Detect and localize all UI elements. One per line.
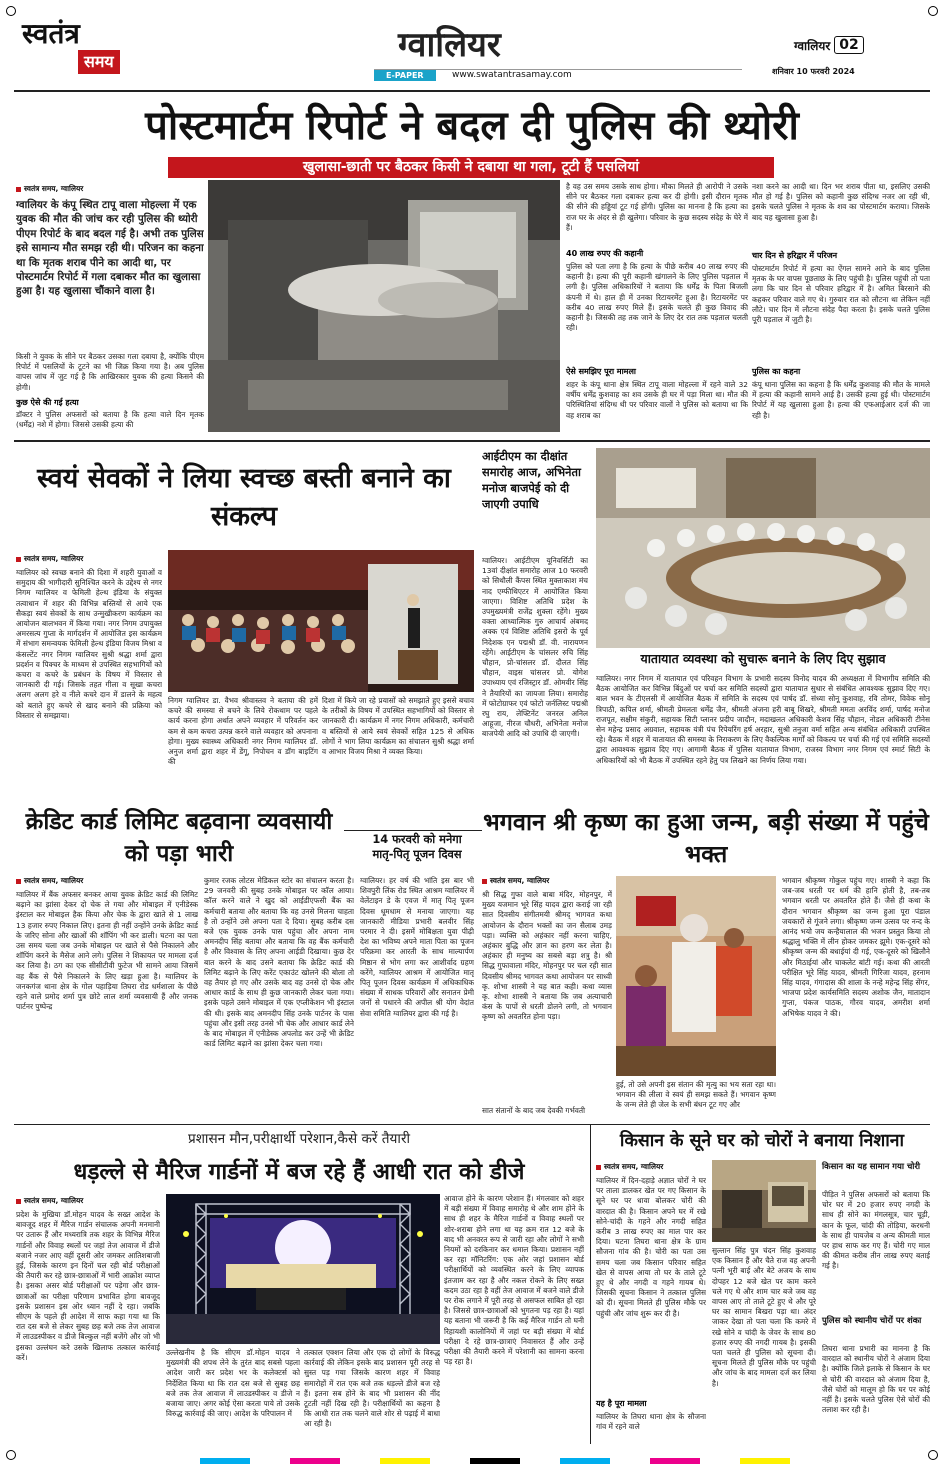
lead-byline: स्वतंत्र समय, ग्वालियर	[16, 184, 83, 194]
credit-text2: कुमार रजक लोटस मेडिकल स्टोर का संचालन करता है। 29 जनवरी की सुबह उनके मोबाइल पर कॉल आया। कॉल करने वाले ने खुद को आईडीएफसी बैंक का कर्मचारी बताया और बताया कि वह उनसे मिलना चाहता है तो उन्होंने उसे अपना पता दे दिया। सुबह करीब दस बजे एक युवक उनके पास पहुंचा और अपना नाम अमनदीप सिंह बताया और बताया कि वह बैंक कर्मचारी है और विश्वास के लिए अपना आईडी दिखाया। कुछ देर बात करने के बाद उसने बताया कि क्रेडिट कार्ड की लिमिट बढ़ाने के लिए करेंट एकाउंट खोलने की बोला तो वह तैयार हो गए और उसके बाद वह उनसे दो चेक और आधार कार्ड के साथ ही कुछ जानकारी लेकर चला गया। इसके पहले उसने मोबाइल में एक एप्लीकेशन भी इंस्टाल की थी। इसके बाद अमनदीप सिंह उनके पार्टनर के पास पहुंचा और इसी तरह उनसे भी चेक और आधार कार्ड लेने के बाद मोबाइल में एनीडेस्क अपलोड कर उन्हें भी क्रेडिट कार्ड लिमिट बढ़ाने का झांसा देकर चला गया।	[204, 876, 354, 1049]
kisan-box-text2: तिघरा थाना प्रभारी का मानना है कि वारदात को स्थानीय चोरों ने अंजाम दिया है। क्योंकि जिले इलाके से किसान के घर से चोरी की वारदात को अंजाम दिया है, जैसे चोरों को मालूम हो कि घर पर कोई नहीं है। इसके चलते पुलिस ऐसे चोरों की तलाश कर रही है।	[822, 1344, 930, 1415]
dj-headline: धड़ल्ले से मैरिज गार्डनों में बज रहे हैं आधी रात को डीजे	[73, 1159, 525, 1185]
credit-text1: ग्वालियर में बैंक अफसर बनकर आया युवक क्रेडिट कार्ड की लिमिट बढ़ाने का झांसा देकर दो चेक ले गया और मोबाइल में एनीडेस्क इंस्टाल कर मोबाइल हैक किया और चेक के द्वारा खाते से 1 लाख 13 हजार रुपए निकाल लिए। इतना ही नहीं उन्होंने उनके क्रेडिट कार्ड के जरिए सोना और खाओं की शॉपिंग भी कर डाली। घटना का पता उस समय चला जब उनके मोबाइल पर खाते से पैसे निकालने और शॉपिंग करने के मैसेज आने लगे। पुलिस ने शिकायत पर मामला दर्ज कर लिया है। ठग का एक सीसीटीवी फुटेज भी सामने आया जिसमें वह बैंक से पैसे निकालने के लिए खड़ा हुआ है। ग्वालियर के जनकगंज थाना क्षेत्र के गोल पहाड़िया तिघरा रोड धर्मशाला के पीछे रहने वाले प्रमोद शर्मा पुत्र छोटे लाल शर्मा व्यवसायी हैं और जनक पार्टनर पुष्पेन्द्र	[16, 890, 198, 1012]
lead-col2-text2: पुलिस को पता लगा है कि हत्या के पीछे करीब 40 लाख रुपए की कहानी है। हत्या की पूरी कहानी खंगालने के लिए पुलिस पड़ताल में लगी है। पुलिस अधिकारियों ने बताया कि धर्मेंद्र के पिता बिजली कंपनी में थे। हाल ही में उनका रिटायरमेंट हुआ है। रिटायरमेंट पर करीब 40 लाख रुपए मिले हैं। इसके चलते ही कुछ विवाद की कहानी है। जिसकी तह तक जाने के लिए देर रात तक पड़ताल चलती रही।	[566, 262, 748, 333]
page-city: ग्वालियर	[794, 38, 831, 53]
kisan-byline: स्वतंत्र समय, ग्वालियर	[596, 1162, 663, 1172]
dj-text2: उल्लेखनीय है कि सीएम डॉ.मोहन यादव ने मुख्यमंत्री की शपथ लेने के तुरंत बाद सबसे पहला आदेश जारी कर प्रदेश भर के कलेक्टर्स को निर्देशित किया था कि रात दस बजे से सुबह छह बजे तक तेज आवाज में लाउडस्पीकर व डीजे न बजाया जाए। अगर कोई ऐसा करता पाये तो उसके विरुद्ध कार्रवाई की जाए। आदेश के परिपालन में	[166, 1348, 300, 1419]
kisan-box-sub: पुलिस को स्थानीय चोरों पर शंका	[822, 1315, 922, 1325]
section-divider	[14, 440, 930, 442]
traffic-photo	[596, 448, 930, 648]
kisan-text2: सुल्तान सिंह पुत्र चंदन सिंह कुशवाह एक किसान हैं और चैते राज वह अपनी पत्नी भूरी बाई और बेटे अजय के साथ दोपहर 12 बजे खेत पर काम करने चले गए थे और शाम चार बजे जब वह वापस आए तो ताले टूटे हुए थे और पूरे घर का सामान बिखरा पड़ा था। अंदर जाकर देखा तो पता चला कि कमरे में रखे सोने व चांदी के जेवर के साथ 80 हजार रुपए की नगदी गायब है। इसकी पता चलते ही पुलिस को सूचना दी। सूचना मिलते ही पुलिस मौके पर पहुंची और जांच के बाद मामला दर्ज कर लिया है।	[712, 1246, 816, 1388]
logo-bottom-text: समय	[78, 50, 120, 74]
iitm-headline: आईटीएम का दीक्षांत समारोह आज, अभिनेता मनोज बाजपेई को दी जाएगी उपाधि	[482, 449, 581, 511]
krishna-text1: श्री सिद्ध गुफा वाले बाबा मंदिर, मोहनपुर, में मुख्य यजमान भूरे सिंह यादव द्वारा कराई जा रही सात दिवसीय संगीतमयी श्रीमद् भागवत कथा आयोजन के दौरान भक्तों का जन सैलाब उमड़ पड़ा। व्यक्ति को अहंकार नहीं करना चाहिए, अहंकार बुद्धि और ज्ञान का हरण कर लेता है। अहंकार ही मनुष्य का सबसे बड़ा शत्रु है। श्री सिद्ध गुफावाला मंदिर, मोहनपुर पर चल रही सात दिवसीय श्रीमद भागवत कथा आयोजन पर साध्वी कृ. शोभा शास्त्री ने यह बात कही। कथा व्यास कृ. शोभा शास्त्री ने बताया कि जब अत्याचारी कंस के पापों से धरती डोलने लगी, तो भगवान कृष्ण को अवतरित होना पड़ा।	[482, 890, 612, 1022]
krishna-photo	[616, 876, 776, 1076]
lead-col2-text3: शहर के कंपू थाना क्षेत्र स्थित टापू वाला मोहल्ला में रहने वाले 32 वर्षीय धर्मेंद्र कुशवाह का शव उसके ही घर में पड़ा मिला था। मौत की परिस्थितियां संदिग्ध थी पर परिवार वालों ने पुलिस को बताया था कि वह शराब का	[566, 380, 748, 420]
lead-col3-text2: पोस्टमार्टम रिपोर्ट में हत्या का ऐंगल सामने आने के बाद पुलिस मृतक के घर वापस पूछताछ के लिए पहुंची है। पुलिस पहुंची तो पता लगा कि चार दिन से परिवार हरिद्वार में है। अमित बिरसाने की कहकर परिवार वाले गए थे। गुरुवार रात को लौटना था लेकिन नहीं लौटे। चार दिन में लौटना संदेह पैदा करता है। इसके चलते पुलिस पूरी पड़ताल में जुटी है।	[752, 264, 930, 325]
lead-col1-text: किसी ने युवक के सीने पर बैठकर उसका गला दबाया है, क्योंकि पीएम रिपोर्ट में पसलियों के टूटने का भी जिक्र किया गया है। अब पुलिस वापस जांच में जुट गई है कि आखिरकार युवक की हत्या किसने की होगी।	[16, 352, 204, 392]
dj-byline: स्वतंत्र समय, ग्वालियर	[16, 1196, 83, 1206]
kisan-box-title: किसान का यह सामान गया चोरी	[822, 1161, 921, 1171]
masthead-divider	[14, 90, 930, 92]
dj-text3: तत्काल एक्शन लिया और एक दो लोगों के विरुद्ध कार्रवाई की लेकिन इसके बाद प्रशासन पूरी तरह से सुस्त पड़ गया जिसके कारण शहर में विवाह समारोहों में रात एक बजे तक धड़ल्ले डीजे बज रहे हैं। इतना सब होने के बाद भी प्रशासन की नींद टूटती नहीं दिख रही है। परीक्षार्थियों का कहना है कि आधी रात तक चलने वाले शोर से पढ़ाई में बाधा आ रही है।	[304, 1348, 440, 1429]
lead-sub4: चार दिन से हरिद्वार में परिजन	[752, 251, 838, 260]
lead-col2-text: है वह उस समय उसके साथ होगा। मौका मिलते ही आरोपी ने उसके सीने पर बैठकर गला दबाकर हत्या कर दी होगी। इसी दौरान मृतक की सीने की हड्डियां टूट गई होंगी। पुलिस का मानना है कि हत्या का राज घर के अंदर से ही खुलेगा। परिवार के कुछ सदस्य संदेह के घेरे में हैं।	[566, 182, 748, 232]
section-divider	[14, 1124, 930, 1125]
kisan-headline: किसान के सूने घर को चोरों ने बनाया निशाना	[619, 1131, 905, 1151]
swachh-text1: ग्वालियर को स्वच्छ बनाने की दिशा में शहरी युवाओं व समुदाय की भागीदारी सुनिश्चित करने के उद्देश्य से नगर निगम ग्वालियर व फेमिली हेल्थ इंडिया के संयुक्त तत्वाधान में शहर की विभिन्न बस्तियों से आये एक सैकड़ा स्वयं सेवकों के साथ उन्मुखीकरण कार्यक्रम का आयोजन बालभवन में किया गया। नगर निगम उपायुक्त अमरसत्य गुप्ता के मार्गदर्शन में आयोजित इस कार्यक्रम में संभाग समन्वयक फेमिली हेल्थ इंडिया विजय मिश्रा व कंसल्टेंट नगर निगम ग्वालियर सुश्री श्रद्धा शर्मा द्वारा प्रदर्शन व पिक्चर के माध्यम से उपस्थित सहभागियों को कचरा व कचरे के प्रबंधन के विषय में विस्तार से जानकारी दी गई। जिसके तहत गीला व सूखा कचरा अलग अलग हरे व नीले कचरे दान में डालने के महत्व को बताते हुए कचरे से खाद बनाने की प्रक्रिया को विस्तार से समझाया।	[16, 568, 162, 720]
krishna-byline: स्वतंत्र समय, ग्वालियर	[482, 876, 549, 886]
swachh-byline: स्वतंत्र समय, ग्वालियर	[16, 554, 83, 564]
masthead-logo	[22, 18, 172, 88]
krishna-text1b: सात संतानों के बाद जब देवकी गर्भवती	[482, 1106, 586, 1115]
matru-text: ग्वालियर। हर वर्ष की भांति इस बार भी शिवपुरी लिंक रोड स्थित आश्रम ग्वालियर में वेलेंटाइन डे के एवज में मातृ पितृ पूजन दिवस धूमधाम से मनाया जाएगा। यह जानकारी मीडिया प्रभारी बलवीर सिंह परमार ने दी। इसमें मोबिक्षता युवा पीढ़ी देश का भविष्य अपने माता पिता का पूजन परिक्रमा कर आरती के साथ माल्यार्पण मिष्ठान से भोग लगा कर आशीर्वाद ग्रहण करेंगे, ग्वालियर आश्रम में आयोजित मातृ पितृ पूजन दिवस कार्यक्रम में अधिकाधिक संख्या में साधक परिवारों और सनातन प्रेमी जनों से पधारने की अपील श्री योग वेदांत सेवा समिति ग्वालियर द्वारा की गई है।	[360, 876, 474, 1018]
lead-sub3: ऐसे समझिए पूरा मामला	[566, 367, 636, 376]
credit-headline: क्रेडिट कार्ड लिमिट बढ़वाना व्यवसायी को पड़ा भारी	[14, 806, 344, 870]
column-divider	[590, 1124, 591, 1444]
lead-col3-text3: कंपू थाना पुलिस का कहना है कि धर्मेंद्र कुशवाह की मौत के मामले में हत्या की कहानी सामने आई है। उसकी हत्या हुई थी। पोस्टमार्टम रिपोर्ट में यह खुलासा हुआ है। हत्या की एफआईआर दर्ज की जा रही है।	[752, 380, 930, 420]
swachh-text3: दिशा में किये जा रहे प्रयासों को समझाते हुए इससे बचाव के तरीकों के विषय में उपस्थित सहभागियों को विस्तार से जानकारी दी। कार्यक्रम में नगर निगम अधिकारी, कर्मचारी व बस्तियों से आये स्वयं सेवकों सहित 125 से अधिक लोगों ने भाग लिया कार्यक्रम का संचालन सुश्री श्रद्धा शर्मा व आभार विजय मिश्रा ने व्यक्त किया।	[322, 696, 474, 757]
lead-headline: पोस्टमार्टम रिपोर्ट ने बदल दी पुलिस की थ्योरी	[145, 103, 799, 149]
lead-sub2: 40 लाख रुपए की कहानी	[566, 249, 644, 258]
kisan-text1b: ग्वालियर के तिघरा थाना क्षेत्र के सौजना गांव में रहने वाले	[596, 1412, 706, 1432]
registration-mark	[6, 6, 16, 16]
kisan-box-text: पीड़ित ने पुलिस अफसरों को बताया कि चोर घर में 20 हजार रुपए नगदी के साथ ही सोने का मंगलसूत्र, चार चूड़ी, कान के फूल, चांदी की तोड़िया, करधनी के साथ ही पायजेब व अन्य कीमती माल पर हाथ साफ कर गए हैं। चोरी गए माल की कीमत करीब तीन लाख रुपए बताई गई है।	[822, 1190, 930, 1271]
dj-photo	[166, 1194, 440, 1344]
registration-mark	[6, 1450, 16, 1460]
swachh-photo	[168, 550, 474, 692]
kisan-photo	[712, 1160, 816, 1242]
credit-byline: स्वतंत्र समय, ग्वालियर	[16, 876, 83, 886]
lead-intro: ग्वालियर के कंपू स्थित टापू वाला मोहल्ला में एक युवक की मौत की जांच कर रही पुलिस की थ्योरी पीएम रिपोर्ट के बाद बदल गई है। अभी तक पुलिस इसे सामान्य मौत समझ रही थी। परिजन का कहना था कि मृतक शराब पीने का आदी था, पर पोस्टमार्टम रिपोर्ट में गला दबाकर मौत का खुलासा हुआ है। यह खुलासा चौंकाने वाला है।	[16, 199, 204, 298]
lead-sub1: कुछ ऐसे की गई हत्या	[16, 398, 79, 407]
lead-sub5: पुलिस का कहना	[752, 367, 801, 376]
dj-text4: आवाज होने के कारण परेशान हैं। मंगलवार को शहर में बड़ी संख्या में विवाह समारोह थे और शाम होने के साथ ही शहर के मैरिज गार्डनों व विवाह स्थलों पर शोर-शराबा होने लगा था यह क्रम रात 12 बजे के बाद भी अनवरत रूप से जारी रहा और लोगों ने सभी नियमों को दरकिनार कर धमाल किया। प्रशासन नहीं कर रहा मॉनिटरिंग: एक ओर जहां प्रशासन बोर्ड परीक्षार्थियों को व्यवस्थित करने के लिए व्यापक इंतजाम कर रहा है और नकल रोकने के लिए सख्त कदम उठा रहा है वहीं तेज आवाज में बजने वाले डीजे पर रोक लगाने में पूरी तरह से असफल साबित हो रहा है। जिससे छात्र-छात्राओं को भुगतना पड़ रहा है। यहां यह बताना भी जरूरी है कि कई मैरिज गार्डन तो घनी रिहायशी कालोनियों में जहां पर बड़ी संख्या में बोर्ड परीक्षा दे रहे छात्र-छात्राएं निवासरत हैं और उन्हें परीक्षा की तैयारी करने में परेशानी का सामना करना पड़ रहा है।	[444, 1194, 584, 1367]
iitm-text: ग्वालियर। आईटीएम यूनिवर्सिटी का 13वां दीक्षांत समारोह आज 10 फरवरी को सिथौली कैंपस स्थित मुक्ताकाश मंच नाद एम्फीथिएटर में आयोजित किया जाएगा। विशिष्ट अतिथि प्रदेश के उपमुख्यमंत्री राजेंद्र शुक्ला रहेंगे। मुख्य वक्ता आध्यात्मिक गुरु आचार्य अंबमद अक्क एवं विशिष्ट अतिथि इसरो के पूर्व निदेशक एन पद्मश्री डॉ. वी. नारायणन रहेंगे। आईटीएम के चांसलर रुचि सिंह चौहान, प्रो-चांसलर डॉ. दौलत सिंह चौहान, वाइस चांसलर प्रो. योगेश उपाध्याय एवं रजिस्ट्रार डॉ. ओमवीर सिंह ने तैयारियों का जायजा लिया। समारोह में फोटोग्राफर एवं फोटो जर्नलिस्ट पद्मश्री रघु राय, लेफ्टिनेंट जनरल अनिल आहूजा, नीरज चौधरी, अभिनेता मनोज बाजपेयी आदि को उपाधि दी जाएगी।	[482, 556, 588, 739]
website-link[interactable]: www.swatantrasamay.com	[452, 70, 572, 80]
registration-mark	[928, 6, 938, 16]
krishna-text3: भगवान श्रीकृष्ण गोकुल पहुंच गए। शास्त्री ने कहा कि जब-जब धरती पर धर्म की हानि होती है, तब-तब भगवान धरती पर अवतरित होते हैं। जैसे ही कथा के दौरान भगवान श्रीकृष्ण का जन्म हुआ पूरा पंडाल जयकारों से गूंजने लगा। श्रीकृष्ण जन्म उत्सव पर नन्द के आनंद भयो जय कन्हैयालाल की भजन प्रस्तुत किया तो श्रद्धालु भक्ति में लीन होकर जमकर झूमे। एक-दूसरे को श्रीकृष्ण जन्म की बधाईयां दी गई, एक-दूसरे को खिलौने और मिठाईयां और चाकलेट बांटी गई। कथा की आरती परीक्षित भूरे सिंह यादव, श्रीमती गिरिजा यादव, हरनाम सिंह यादव, गंगादास की शाला के नन्हे महेन्द्र सिंह सेंगर, भाजपा प्रदेश कार्यसमिति सदस्य अशोक जैन, मातादान गुप्ता, पंकज पाठक, गौरव यादव, अमरीश शर्मा अभिषेक यादव ने की।	[782, 876, 930, 1018]
lead-col3-text: नशा करने का आदी था। दिन भर शराब पीता था, इसलिए उसकी मौत हो गई है। पुलिस को कहानी कुछ संदिग्ध नजर आ रही थी, इसके चलते पुलिस ने मृतक के शव का पोस्टमार्टम कराया। जिसके बाद यह खुलासा हुआ है।	[752, 182, 930, 222]
lead-photo	[208, 180, 560, 432]
dj-text1: प्रदेश के मुखिया डॉ.मोहन यादव के सख्त आदेश के बावजूद शहर में मैरिज गार्डन संचालक अपनी मनमानी पर उतारू हैं और मध्यरात्रि तक शहर के विभिन्न मैरिज गार्डनों और विवाह स्थलों पर जहां तेज आवाज में डीजे बजाने नजर आए वहीं दूसरी ओर जमकर आतिशबाजी हुई, जिसके कारण इन दिनों चल रही बोर्ड परीक्षाओं की तैयारी कर रहे छात्र-छात्राओं में भारी आक्रोश व्याप्त है। इसका असर बोर्ड परीक्षाओं पर पड़ेगा और छात्र-छात्राओं का परीक्षा परिणाम प्रभावित होगा बावजूद इसके प्रशासन इस ओर ध्यान नहीं दे रहा। जबकि सीएम के पहले ही आदेश में साफ कहा गया था कि रात दस बजे से लेकर सुबह छह बजे तक तेज आवाज में लाउडस्पीकर व डीजे बिल्कुल नहीं बजेंगे और जो भी इसका उल्लंघन करे उसके खिलाफ तत्काल कार्रवाई करें।	[16, 1210, 160, 1362]
masthead-city: ग्वालियर	[398, 25, 501, 65]
matru-headline: 14 फरवरी को मनेगा मातृ-पितृ पूजन दिवस	[360, 832, 474, 876]
color-bar-strip	[200, 1458, 790, 1464]
page-number-block	[794, 36, 864, 54]
kisan-text1: ग्वालियर में दिन-दहाड़े अज्ञात चोरों ने घर पर ताला डालकर खेत पर गए किसान के सूने घर पर धावा बोलकर चोरी की वारदात की है। किसान अपने घर में रखे सोने-चांदी के गहने और नगदी सहित करीब 3 लाख रुपए का माल पार कर दिया। घटना तिघरा थाना क्षेत्र के ग्राम सौजना गांव की है। चोरी का पता उस समय चला जब किसान परिवार सहित खेत से वापस आया तो घर के ताले टूटे हुए थे और नगदी व गहने गायब थे। जिसकी सूचना किसान ने तत्काल पुलिस को दी। सूचना मिलते ही पुलिस मौके पर पहुंची और जांच शुरू कर दी है।	[596, 1176, 706, 1318]
kisan-sub1: यह है पूरा मामला	[596, 1399, 647, 1408]
issue-date: शनिवार 10 फरवरी 2024	[772, 67, 855, 76]
page-number: 02	[834, 36, 863, 54]
traffic-text: ग्वालियर। नगर निगम में यातायात एवं परिवहन विभाग के प्रभारी सदस्य विनोद यादव की अध्यक्षता में विभागीय समिति की बैठक आयोजित कर विभिन्न बिंदुओं पर चर्चा कर समिति सदस्यों द्वारा यातायात सुधार से संबंधित आवश्यक सुझाव दिए गए। बाल भवन के टीएलसी में आयोजित बैठक में समिति के सदस्य एवं पार्षद डॉ. संध्या सोनू कुशवाह, रवि तोमर, विवेक सोनू त्रिपाठी, कपिल शर्मा, श्रीमती प्रेमलता धर्मेंद्र जैन, श्रीमती अंजना हरी बाबू शिखरे, श्रीमती ममता अरविंद शर्मा, पार्षद मनोज राजपूत, सक्षीम संकुरी, सहायक सिटी प्लानर प्रदीप जादौन, मदाखलत अधिकारी केशव सिंह चौहान, नोडल अधिकारी टीनेस सेन महेन्द्र प्रसाद अग्रवाल, सहायक यंत्री पंच रिपेयरिंग हर्ष अरहार, सुश्री तनुजा वर्मा सहित अन्य संबंधित अधिकारी उपस्थित रहे। बैठक में शहर में यातायात की समस्या के निराकरण के लिए वैकल्पिक मार्गों को विकल्प पर चर्चा की गई एवं समिति सदस्यों द्वारा आवश्यक सुझाव दिए गए। आगामी बैठक में पुलिस यातायात विभाग, राजस्व विभाग नगर निगम एवं स्मार्ट सिटी के अधिकारियों को भी बैठक में उपस्थित रहने हेतु पत्र लिखने का निर्णय लिया गया।	[596, 674, 930, 765]
traffic-caption: यातायात व्यवस्था को सुचारू बनाने के लिए दिए सुझाव	[640, 651, 886, 666]
swachh-text2: निगम ग्वालियर डा. वैभव श्रीवास्तव ने बताया की हमें कचरे की समस्या से बचने के लिये रोकथाम पर पहले कार्य करना होगा अर्थात अपने व्यवहार में परिवर्तन कर कम से कम कचरा उत्पन्न करने वाले व्यवहार को अपनाना होगा। मुख्य स्वास्थ्य अधिकारी नगर निगम ग्वालियर डॉ. अनुज शर्मा द्वारा शहर में डेंगू, निपोचन व डॉग बाइटिंग की	[168, 696, 318, 767]
krishna-headline: भगवान श्री कृष्ण का हुआ जन्म, बड़ी संख्या में पहुंचे भक्त	[483, 808, 929, 868]
registration-mark	[928, 1450, 938, 1460]
logo-top-text: स्वतंत्र	[22, 17, 80, 50]
krishna-text2: हुई, तो उसे अपनी इस संतान की मृत्यु का भय सता रहा था। भगवान की लीला वे स्वयं ही समझ सकते हैं। भगवान कृष्ण के जन्म लेते ही जेल के सभी बंधन टूट गए और	[616, 1080, 776, 1110]
exam-strip: प्रशासन मौन,परीक्षार्थी परेशान,कैसे करें तैयारी	[187, 1131, 411, 1147]
epaper-label: E-PAPER	[374, 70, 436, 81]
swachh-headline: स्वयं सेवकों ने लिया स्वच्छ बस्ती बनाने का संकल्प	[37, 463, 451, 532]
lead-subhead: खुलासा-छाती पर बैठकर किसी ने दबाया था गला, टूटी हैं पसलियां	[168, 157, 774, 178]
lead-col1-text2: डॉक्टर ने पुलिस अफसरों को बताया है कि हत्या वाले दिन मृतक (धर्मेंद्र) नशे में होगा। जिससे उसकी हत्या की	[16, 410, 204, 430]
